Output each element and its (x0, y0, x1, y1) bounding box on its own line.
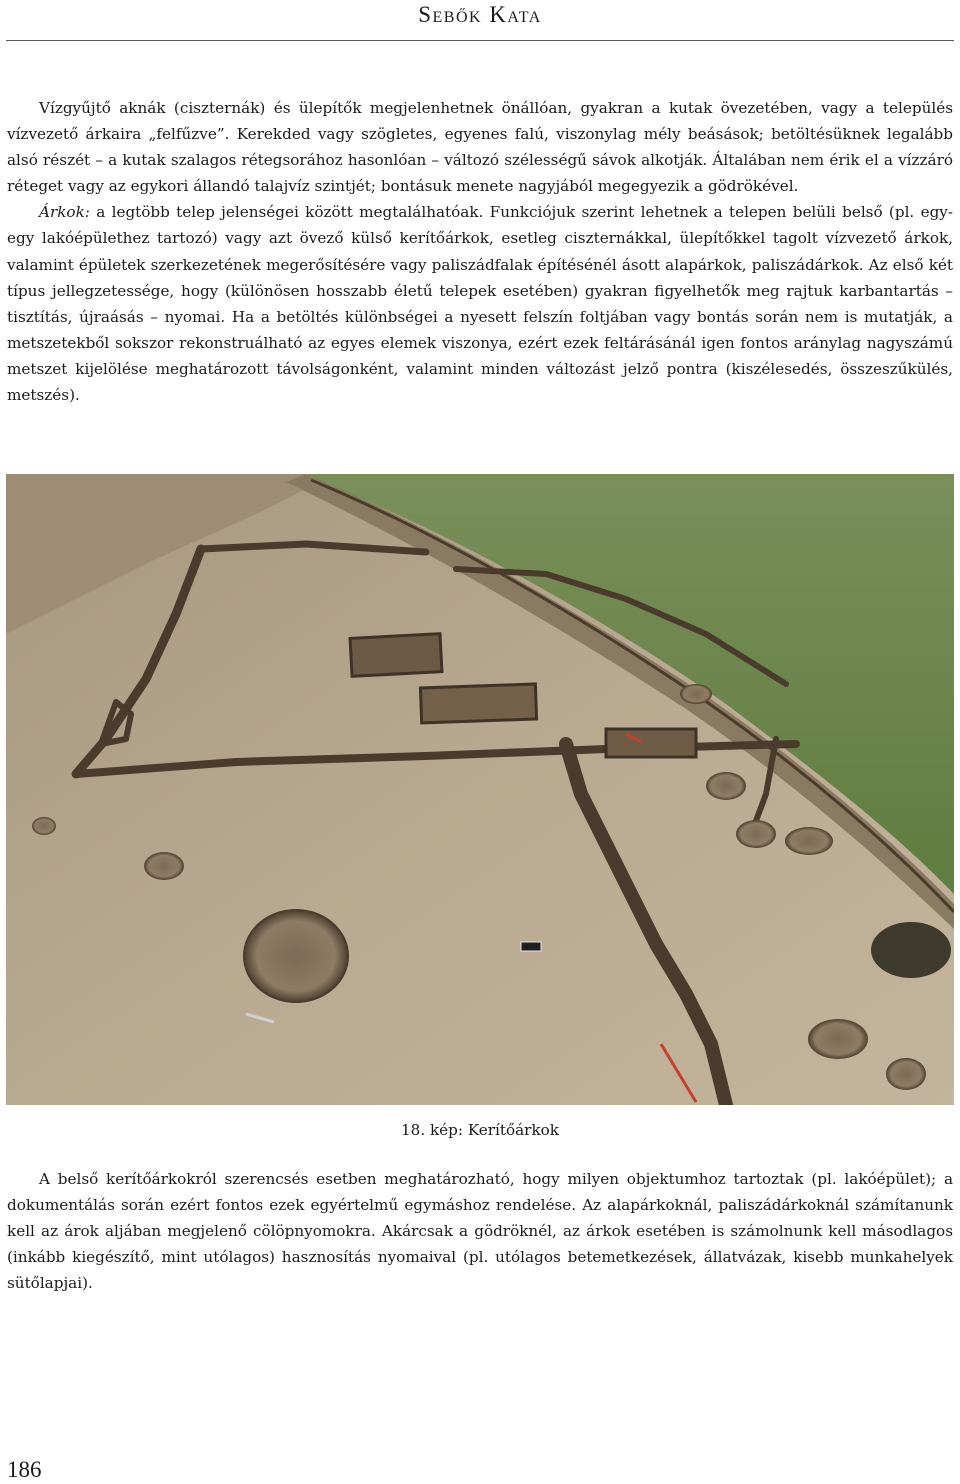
paragraph-ditches (7, 199, 953, 408)
excavation-photo-drawing (6, 474, 954, 1105)
excavation-photo (6, 474, 954, 1105)
body-text-top (7, 95, 953, 408)
paragraph-ditches-text: a legtöbb telep jelenségei között megtalálhatóak. Funkciójuk szerint lehetnek a telepen belüli belső (pl. egy-egy lakóépülethez tartozó) vagy azt övező külső kerítőárkok, esetleg ciszternákkal, ülepítőkkel tagolt vízvezető árkok, valamint épületek szerkezetének megerősítésére vagy paliszádfalak építésénél ásott alapárkok, paliszádárkok. Az első két típus jellegzetessége, hogy (különösen hosszabb életű telepek esetében) gyakran figyelhetők meg rajtuk karbantartás – tisztítás, újraásás – nyomai. Ha a betöltés különbségei a nyesett felszín foltjában vagy bontás során nem is mutatják, a metszetekből sokszor rekonstruálható az egyes elemek viszonya, ezért ezek feltárásánál igen fontos aránylag nagyszámú metszet kijelölése meghatározott távolságonként, valamint minden változást jelző pontra (kiszélesedés, összeszűkülés, metszés). (7, 203, 953, 405)
term-ditches: Árkok: (39, 203, 90, 222)
page-number: 186 (7, 1457, 42, 1482)
body-text-bottom (7, 1166, 953, 1296)
running-head: Sebők Kata (418, 2, 542, 27)
paragraph-inner-ditches: A belső kerítőárkokról szerencsés esetben meghatározható, hogy milyen objektumhoz tartoztak (pl. lakóépület); a dokumentálás során ezért fontos ezek egyértelmű egymáshoz rendelése. Az alapárkoknál, paliszádárkoknál számítanunk kell az árok aljában megjelenő cölöpnyomokra. Akárcsak a gödröknél, az árkok esetében is számolnunk kell másodlagos (inkább kiegészítő, mint utólagos) hasznosítás nyomaival (pl. utólagos betemetkezések, állatvázak, kisebb munkahelyek sütőlapjai). (7, 1170, 953, 1293)
north-board (521, 942, 541, 951)
header-rule (6, 40, 954, 41)
figure-caption: 18. kép: Kerítőárkok (401, 1121, 559, 1139)
paragraph-cisterns: Vízgyűjtő aknák (ciszternák) és ülepítők megjelenhetnek önállóan, gyakran a kutak övezetében, vagy a település vízvezető árkaira „felfűzve”. Kerekded vagy szögletes, egyenes falú, viszonylag mély beásások; betöltésüknek legalább alsó részét – a kutak szalagos rétegsorához hasonlóan – változó szélességű sávok alkotják. Általában nem érik el a vízzáró réteget vagy az egykori állandó talajvíz szintjét; bontásuk menete nagyjából megegyezik a gödrökével. (7, 99, 953, 196)
